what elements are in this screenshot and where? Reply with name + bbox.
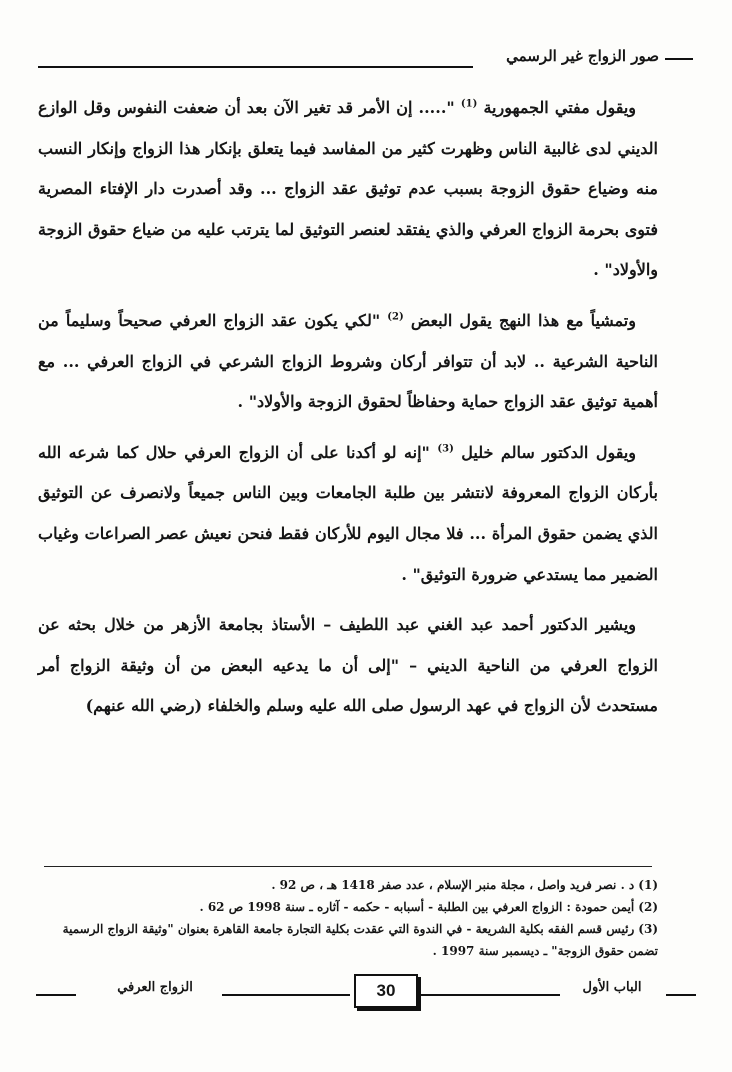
paragraph	[38, 433, 658, 595]
footer-rule	[420, 994, 560, 996]
footnote	[44, 918, 658, 962]
paragraph-text: ويشير الدكتور أحمد عبد الغني عبد اللطيف – الأستاذ بجامعة الأزهر من خلال بحثه عن الزواج العرفي من الناحية الديني – "إلى أن ما يدعيه البعض من أن وثيقة الزواج أمر مستحدث لأن الزواج في عهد الرسول صلى الله عليه وسلم والخلفاء (رضي الله عنهم)	[38, 615, 658, 716]
header-dash	[665, 58, 693, 60]
footnotes	[44, 874, 658, 962]
paragraph	[38, 605, 658, 727]
running-header	[38, 44, 693, 70]
footnote-separator	[44, 866, 652, 867]
footnote-text: رئيس قسم الفقه بكلية الشريعة - في الندوة التي عقدت بكلية التجارة جامعة القاهرة بعنوان "وثيقة الزواج الرسمية تضمن حقوق الزوجة" ـ ديسمبر سنة 1997 .	[62, 922, 658, 958]
footnote-number: (2)	[638, 900, 658, 914]
footnote-ref: (3)	[437, 443, 454, 455]
footer-rule	[222, 994, 350, 996]
paragraph-text: ويقول مفتي الجمهورية	[483, 98, 636, 117]
header-rule	[38, 66, 473, 68]
paragraph-text: وتمشياً مع هذا النهج يقول البعض	[410, 310, 636, 330]
footnote	[44, 896, 658, 918]
footnote-text: د . نصر فريد واصل ، مجلة منبر الإسلام ، عدد صفر 1418 هـ ، ص 92 .	[271, 878, 635, 892]
paragraph-text: ويقول الدكتور سالم خليل	[461, 442, 637, 462]
running-title: صور الزواج غير الرسمي	[506, 47, 659, 65]
footnote	[44, 874, 658, 896]
footnote-number: (3)	[638, 922, 658, 936]
footer-rule	[666, 994, 696, 996]
footnote-ref: (2)	[387, 311, 404, 323]
paragraph	[38, 88, 658, 291]
footnote-number: (1)	[638, 878, 658, 892]
book-title: الزواج العرفي	[117, 980, 193, 995]
footnote-ref: (1)	[460, 98, 478, 110]
page-footer	[36, 976, 696, 1010]
paragraph-text: "..... إن الأمر قد تغير الآن بعد أن ضعفت النفوس وقل الوازع الديني لدى غالبية الناس وظهرت كثير من المفاسد فيما يتعلق بإنكار هذا الزواج وإنكار النسب منه وضياع حقوق الزوجة بسبب عدم توثيق عقد الزواج ... وقد أصدرت دار الإفتاء المصرية فتوى بحرمة الزواج العرفي والذي يفتقد لعنصر التوثيق لما يترتب عليه من ضياع حقوق الزوجة والأولاد" .	[38, 98, 658, 280]
paragraph-text: "لكي يكون عقد الزواج العرفي صحيحاً وسليماً من الناحية الشرعية .. لابد أن تتوافر أركان وشروط الزواج الشرعي في الزواج العرفي ... مع أهمية توثيق عقد الزواج حماية وحفاظاً لحقوق الزوجة والأولاد" .	[38, 310, 658, 412]
page-number: 30	[354, 974, 418, 1008]
footer-rule	[36, 994, 76, 996]
paragraph-text: "إنه لو أكدنا على أن الزواج العرفي حلال كما شرعه الله بأركان الزواج المعروفة لانتشر بين طلبة الجامعات وبين الناس جميعاً ولانصرف عن التوثيق الذي يضمن حقوق المرأة ... فلا مجال اليوم للأركان فقط فنحن نعيش عصر الصراعات وغياب الضمير مما يستدعي ضرورة التوثيق" .	[38, 442, 658, 584]
part-label: الباب الأول	[582, 980, 642, 995]
footnote-text: أيمن حمودة : الزواج العرفي بين الطلبة - أسبابه - حكمه - آثاره ـ سنة 1998 ص 62 .	[199, 900, 635, 914]
main-text	[38, 88, 658, 727]
paragraph	[38, 301, 658, 423]
